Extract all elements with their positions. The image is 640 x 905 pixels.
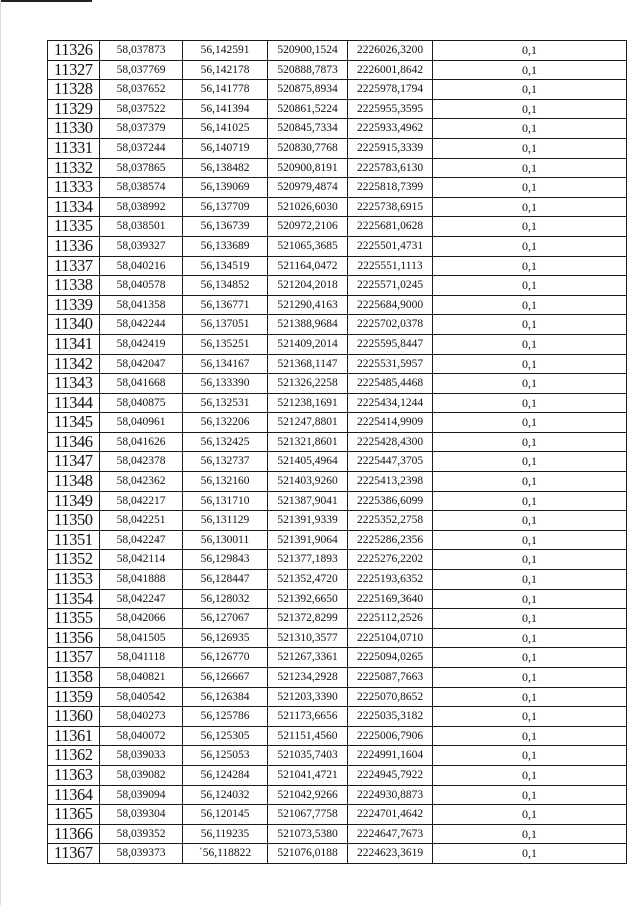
table-row bbox=[48, 648, 627, 668]
y-coordinate-cell: 2225413,2398 bbox=[348, 472, 433, 492]
longitude-cell: 56,126384 bbox=[183, 687, 268, 707]
latitude-cell: 58,042047 bbox=[100, 354, 183, 374]
longitude-cell: 56,125053 bbox=[183, 746, 268, 766]
table-row bbox=[48, 707, 627, 727]
longitude-cell: 56,139069 bbox=[183, 178, 268, 198]
x-coordinate-cell: 521392,6650 bbox=[268, 589, 348, 609]
x-coordinate-cell: 521073,5380 bbox=[268, 824, 348, 844]
table-row bbox=[48, 99, 627, 119]
x-coordinate-cell: 521377,1893 bbox=[268, 550, 348, 570]
accuracy-value-cell: 0,1 bbox=[433, 236, 627, 256]
y-coordinate-cell: 2225428,4300 bbox=[348, 432, 433, 452]
accuracy-value-cell: 0,1 bbox=[433, 570, 627, 590]
table-row bbox=[48, 276, 627, 296]
accuracy-value-cell: 0,1 bbox=[433, 824, 627, 844]
x-coordinate-cell: 521321,8601 bbox=[268, 432, 348, 452]
x-coordinate-cell: 520888,7873 bbox=[268, 60, 348, 80]
accuracy-value-cell: 0,1 bbox=[433, 668, 627, 688]
latitude-cell: 58,041888 bbox=[100, 570, 183, 590]
longitude-cell: 56,134852 bbox=[183, 276, 268, 296]
point-number-cell: 11335 bbox=[48, 217, 100, 237]
y-coordinate-cell: 2225434,1244 bbox=[348, 393, 433, 413]
y-coordinate-cell: 2224623,3619 bbox=[348, 844, 433, 864]
y-coordinate-cell: 2225702,0378 bbox=[348, 315, 433, 335]
table-row bbox=[48, 256, 627, 276]
table-row bbox=[48, 726, 627, 746]
point-number-cell: 11337 bbox=[48, 256, 100, 276]
accuracy-value-cell: 0,1 bbox=[433, 276, 627, 296]
longitude-cell: 56,135251 bbox=[183, 334, 268, 354]
point-number-cell: 11367 bbox=[48, 844, 100, 864]
longitude-cell: 56,142591 bbox=[183, 41, 268, 61]
accuracy-value-cell: 0,1 bbox=[433, 530, 627, 550]
latitude-cell: 58,042251 bbox=[100, 511, 183, 531]
longitude-cell: 56,142178 bbox=[183, 60, 268, 80]
point-number-cell: 11343 bbox=[48, 374, 100, 394]
latitude-cell: 58,040542 bbox=[100, 687, 183, 707]
accuracy-value-cell: 0,1 bbox=[433, 41, 627, 61]
accuracy-value-cell: 0,1 bbox=[433, 393, 627, 413]
point-number-cell: 11351 bbox=[48, 530, 100, 550]
accuracy-value-cell: 0,1 bbox=[433, 687, 627, 707]
point-number-cell: 11363 bbox=[48, 765, 100, 785]
accuracy-value-cell: 0,1 bbox=[433, 432, 627, 452]
point-number-cell: 11354 bbox=[48, 589, 100, 609]
x-coordinate-cell: 521173,6656 bbox=[268, 707, 348, 727]
accuracy-value-cell: 0,1 bbox=[433, 295, 627, 315]
point-number-cell: 11356 bbox=[48, 628, 100, 648]
latitude-cell: 58,037865 bbox=[100, 158, 183, 178]
latitude-cell: 58,040072 bbox=[100, 726, 183, 746]
longitude-cell: 56,132737 bbox=[183, 452, 268, 472]
x-coordinate-cell: 521247,8801 bbox=[268, 413, 348, 433]
accuracy-value-cell: 0,1 bbox=[433, 60, 627, 80]
page-edge bbox=[0, 0, 1, 905]
accuracy-value-cell: 0,1 bbox=[433, 374, 627, 394]
table-row bbox=[48, 80, 627, 100]
table-row bbox=[48, 295, 627, 315]
x-coordinate-cell: 521067,7758 bbox=[268, 805, 348, 825]
longitude-cell: 56,132425 bbox=[183, 432, 268, 452]
latitude-cell: 58,040821 bbox=[100, 668, 183, 688]
point-number-cell: 11330 bbox=[48, 119, 100, 139]
accuracy-value-cell: 0,1 bbox=[433, 785, 627, 805]
table-row bbox=[48, 217, 627, 237]
point-number-cell: 11348 bbox=[48, 472, 100, 492]
table-row bbox=[48, 334, 627, 354]
latitude-cell: 58,039082 bbox=[100, 765, 183, 785]
accuracy-value-cell: 0,1 bbox=[433, 452, 627, 472]
y-coordinate-cell: 2225352,2758 bbox=[348, 511, 433, 531]
table-row bbox=[48, 138, 627, 158]
accuracy-value-cell: 0,1 bbox=[433, 844, 627, 864]
y-coordinate-cell: 2225531,5957 bbox=[348, 354, 433, 374]
latitude-cell: 58,039033 bbox=[100, 746, 183, 766]
y-coordinate-cell: 2225681,0628 bbox=[348, 217, 433, 237]
table-row bbox=[48, 158, 627, 178]
accuracy-value-cell: 0,1 bbox=[433, 217, 627, 237]
longitude-cell: 56,136739 bbox=[183, 217, 268, 237]
accuracy-value-cell: 0,1 bbox=[433, 511, 627, 531]
table-row bbox=[48, 393, 627, 413]
table-row bbox=[48, 119, 627, 139]
y-coordinate-cell: 2225501,4731 bbox=[348, 236, 433, 256]
point-number-cell: 11334 bbox=[48, 197, 100, 217]
y-coordinate-cell: 2226001,8642 bbox=[348, 60, 433, 80]
point-number-cell: 11346 bbox=[48, 432, 100, 452]
point-number-cell: 11350 bbox=[48, 511, 100, 531]
x-coordinate-cell: 521405,4964 bbox=[268, 452, 348, 472]
x-coordinate-cell: 521065,3685 bbox=[268, 236, 348, 256]
latitude-cell: 58,038992 bbox=[100, 197, 183, 217]
y-coordinate-cell: 2226026,3200 bbox=[348, 41, 433, 61]
accuracy-value-cell: 0,1 bbox=[433, 726, 627, 746]
x-coordinate-cell: 521204,2018 bbox=[268, 276, 348, 296]
table-row bbox=[48, 824, 627, 844]
x-coordinate-cell: 520875,8934 bbox=[268, 80, 348, 100]
longitude-cell: `56,118822 bbox=[183, 844, 268, 864]
latitude-cell: 58,039327 bbox=[100, 236, 183, 256]
accuracy-value-cell: 0,1 bbox=[433, 765, 627, 785]
longitude-cell: 56,136771 bbox=[183, 295, 268, 315]
longitude-cell: 56,137051 bbox=[183, 315, 268, 335]
x-coordinate-cell: 521391,9339 bbox=[268, 511, 348, 531]
longitude-cell: 56,127067 bbox=[183, 609, 268, 629]
x-coordinate-cell: 521267,3361 bbox=[268, 648, 348, 668]
point-number-cell: 11361 bbox=[48, 726, 100, 746]
x-coordinate-cell: 521076,0188 bbox=[268, 844, 348, 864]
y-coordinate-cell: 2224991,1604 bbox=[348, 746, 433, 766]
accuracy-value-cell: 0,1 bbox=[433, 80, 627, 100]
point-number-cell: 11338 bbox=[48, 276, 100, 296]
y-coordinate-cell: 2225818,7399 bbox=[348, 178, 433, 198]
x-coordinate-cell: 520845,7334 bbox=[268, 119, 348, 139]
longitude-cell: 56,138482 bbox=[183, 158, 268, 178]
point-number-cell: 11353 bbox=[48, 570, 100, 590]
table-row bbox=[48, 315, 627, 335]
latitude-cell: 58,041505 bbox=[100, 628, 183, 648]
accuracy-value-cell: 0,1 bbox=[433, 354, 627, 374]
y-coordinate-cell: 2225595,8447 bbox=[348, 334, 433, 354]
longitude-cell: 56,124032 bbox=[183, 785, 268, 805]
latitude-cell: 58,040273 bbox=[100, 707, 183, 727]
accuracy-value-cell: 0,1 bbox=[433, 334, 627, 354]
latitude-cell: 58,038574 bbox=[100, 178, 183, 198]
latitude-cell: 58,042419 bbox=[100, 334, 183, 354]
latitude-cell: 58,042217 bbox=[100, 491, 183, 511]
coordinates-table bbox=[47, 40, 627, 864]
point-number-cell: 11332 bbox=[48, 158, 100, 178]
longitude-cell: 56,124284 bbox=[183, 765, 268, 785]
y-coordinate-cell: 2224647,7673 bbox=[348, 824, 433, 844]
table-row bbox=[48, 589, 627, 609]
longitude-cell: 56,126667 bbox=[183, 668, 268, 688]
accuracy-value-cell: 0,1 bbox=[433, 628, 627, 648]
longitude-cell: 56,131129 bbox=[183, 511, 268, 531]
latitude-cell: 58,040961 bbox=[100, 413, 183, 433]
table-row bbox=[48, 844, 627, 864]
table-row bbox=[48, 550, 627, 570]
point-number-cell: 11349 bbox=[48, 491, 100, 511]
point-number-cell: 11360 bbox=[48, 707, 100, 727]
latitude-cell: 58,039094 bbox=[100, 785, 183, 805]
table-row bbox=[48, 805, 627, 825]
latitude-cell: 58,037244 bbox=[100, 138, 183, 158]
latitude-cell: 58,042066 bbox=[100, 609, 183, 629]
x-coordinate-cell: 521164,0472 bbox=[268, 256, 348, 276]
point-number-cell: 11357 bbox=[48, 648, 100, 668]
accuracy-value-cell: 0,1 bbox=[433, 707, 627, 727]
point-number-cell: 11328 bbox=[48, 80, 100, 100]
x-coordinate-cell: 521151,4560 bbox=[268, 726, 348, 746]
y-coordinate-cell: 2225112,2526 bbox=[348, 609, 433, 629]
y-coordinate-cell: 2225104,0710 bbox=[348, 628, 433, 648]
table-row bbox=[48, 41, 627, 61]
longitude-cell: 56,132160 bbox=[183, 472, 268, 492]
latitude-cell: 58,041118 bbox=[100, 648, 183, 668]
y-coordinate-cell: 2225783,6130 bbox=[348, 158, 433, 178]
table-row bbox=[48, 609, 627, 629]
table-row bbox=[48, 354, 627, 374]
point-number-cell: 11329 bbox=[48, 99, 100, 119]
y-coordinate-cell: 2225035,3182 bbox=[348, 707, 433, 727]
latitude-cell: 58,040578 bbox=[100, 276, 183, 296]
table-row bbox=[48, 687, 627, 707]
y-coordinate-cell: 2225087,7663 bbox=[348, 668, 433, 688]
accuracy-value-cell: 0,1 bbox=[433, 589, 627, 609]
longitude-cell: 56,129843 bbox=[183, 550, 268, 570]
point-number-cell: 11341 bbox=[48, 334, 100, 354]
y-coordinate-cell: 2225386,6099 bbox=[348, 491, 433, 511]
accuracy-value-cell: 0,1 bbox=[433, 256, 627, 276]
table-row bbox=[48, 60, 627, 80]
x-coordinate-cell: 520900,8191 bbox=[268, 158, 348, 178]
x-coordinate-cell: 521409,2014 bbox=[268, 334, 348, 354]
longitude-cell: 56,141778 bbox=[183, 80, 268, 100]
point-number-cell: 11340 bbox=[48, 315, 100, 335]
x-coordinate-cell: 521326,2258 bbox=[268, 374, 348, 394]
x-coordinate-cell: 520900,1524 bbox=[268, 41, 348, 61]
latitude-cell: 58,041358 bbox=[100, 295, 183, 315]
table-row bbox=[48, 668, 627, 688]
longitude-cell: 56,130011 bbox=[183, 530, 268, 550]
longitude-cell: 56,132206 bbox=[183, 413, 268, 433]
longitude-cell: 56,133689 bbox=[183, 236, 268, 256]
y-coordinate-cell: 2225933,4962 bbox=[348, 119, 433, 139]
point-number-cell: 11336 bbox=[48, 236, 100, 256]
accuracy-value-cell: 0,1 bbox=[433, 648, 627, 668]
latitude-cell: 58,038501 bbox=[100, 217, 183, 237]
y-coordinate-cell: 2225414,9909 bbox=[348, 413, 433, 433]
x-coordinate-cell: 520830,7768 bbox=[268, 138, 348, 158]
accuracy-value-cell: 0,1 bbox=[433, 491, 627, 511]
x-coordinate-cell: 521391,9064 bbox=[268, 530, 348, 550]
x-coordinate-cell: 521035,7403 bbox=[268, 746, 348, 766]
y-coordinate-cell: 2225276,2202 bbox=[348, 550, 433, 570]
y-coordinate-cell: 2225286,2356 bbox=[348, 530, 433, 550]
latitude-cell: 58,042362 bbox=[100, 472, 183, 492]
y-coordinate-cell: 2225070,8652 bbox=[348, 687, 433, 707]
y-coordinate-cell: 2224701,4642 bbox=[348, 805, 433, 825]
longitude-cell: 56,132531 bbox=[183, 393, 268, 413]
latitude-cell: 58,041626 bbox=[100, 432, 183, 452]
table-row bbox=[48, 570, 627, 590]
table-row bbox=[48, 530, 627, 550]
table-row bbox=[48, 785, 627, 805]
longitude-cell: 56,131710 bbox=[183, 491, 268, 511]
latitude-cell: 58,037769 bbox=[100, 60, 183, 80]
longitude-cell: 56,128032 bbox=[183, 589, 268, 609]
point-number-cell: 11355 bbox=[48, 609, 100, 629]
point-number-cell: 11344 bbox=[48, 393, 100, 413]
accuracy-value-cell: 0,1 bbox=[433, 119, 627, 139]
x-coordinate-cell: 521403,9260 bbox=[268, 472, 348, 492]
table-row bbox=[48, 197, 627, 217]
point-number-cell: 11326 bbox=[48, 41, 100, 61]
latitude-cell: 58,039304 bbox=[100, 805, 183, 825]
longitude-cell: 56,125786 bbox=[183, 707, 268, 727]
latitude-cell: 58,037652 bbox=[100, 80, 183, 100]
accuracy-value-cell: 0,1 bbox=[433, 413, 627, 433]
latitude-cell: 58,042114 bbox=[100, 550, 183, 570]
x-coordinate-cell: 520972,2106 bbox=[268, 217, 348, 237]
y-coordinate-cell: 2225571,0245 bbox=[348, 276, 433, 296]
coordinates-table-body bbox=[48, 41, 627, 864]
point-number-cell: 11365 bbox=[48, 805, 100, 825]
table-row bbox=[48, 628, 627, 648]
x-coordinate-cell: 521026,6030 bbox=[268, 197, 348, 217]
point-number-cell: 11359 bbox=[48, 687, 100, 707]
latitude-cell: 58,039373 bbox=[100, 844, 183, 864]
point-number-cell: 11362 bbox=[48, 746, 100, 766]
table-row bbox=[48, 511, 627, 531]
top-rule bbox=[0, 0, 92, 2]
y-coordinate-cell: 2225193,6352 bbox=[348, 570, 433, 590]
latitude-cell: 58,041668 bbox=[100, 374, 183, 394]
y-coordinate-cell: 2225006,7906 bbox=[348, 726, 433, 746]
latitude-cell: 58,040875 bbox=[100, 393, 183, 413]
point-number-cell: 11347 bbox=[48, 452, 100, 472]
y-coordinate-cell: 2225684,9000 bbox=[348, 295, 433, 315]
accuracy-value-cell: 0,1 bbox=[433, 805, 627, 825]
table-row bbox=[48, 178, 627, 198]
accuracy-value-cell: 0,1 bbox=[433, 315, 627, 335]
longitude-cell: 56,126935 bbox=[183, 628, 268, 648]
latitude-cell: 58,042247 bbox=[100, 589, 183, 609]
x-coordinate-cell: 521041,4721 bbox=[268, 765, 348, 785]
latitude-cell: 58,039352 bbox=[100, 824, 183, 844]
x-coordinate-cell: 520861,5224 bbox=[268, 99, 348, 119]
x-coordinate-cell: 520979,4874 bbox=[268, 178, 348, 198]
x-coordinate-cell: 521203,3390 bbox=[268, 687, 348, 707]
x-coordinate-cell: 521368,1147 bbox=[268, 354, 348, 374]
accuracy-value-cell: 0,1 bbox=[433, 472, 627, 492]
y-coordinate-cell: 2224930,8873 bbox=[348, 785, 433, 805]
table-row bbox=[48, 472, 627, 492]
latitude-cell: 58,037873 bbox=[100, 41, 183, 61]
y-coordinate-cell: 2225915,3339 bbox=[348, 138, 433, 158]
longitude-cell: 56,120145 bbox=[183, 805, 268, 825]
x-coordinate-cell: 521352,4720 bbox=[268, 570, 348, 590]
point-number-cell: 11345 bbox=[48, 413, 100, 433]
point-number-cell: 11342 bbox=[48, 354, 100, 374]
longitude-cell: 56,133390 bbox=[183, 374, 268, 394]
longitude-cell: 56,141394 bbox=[183, 99, 268, 119]
accuracy-value-cell: 0,1 bbox=[433, 138, 627, 158]
longitude-cell: 56,134519 bbox=[183, 256, 268, 276]
x-coordinate-cell: 521042,9266 bbox=[268, 785, 348, 805]
table-row bbox=[48, 491, 627, 511]
x-coordinate-cell: 521310,3577 bbox=[268, 628, 348, 648]
point-number-cell: 11333 bbox=[48, 178, 100, 198]
accuracy-value-cell: 0,1 bbox=[433, 178, 627, 198]
longitude-cell: 56,134167 bbox=[183, 354, 268, 374]
x-coordinate-cell: 521388,9684 bbox=[268, 315, 348, 335]
longitude-cell: 56,128447 bbox=[183, 570, 268, 590]
latitude-cell: 58,037522 bbox=[100, 99, 183, 119]
table-row bbox=[48, 374, 627, 394]
point-number-cell: 11331 bbox=[48, 138, 100, 158]
longitude-cell: 56,140719 bbox=[183, 138, 268, 158]
table-row bbox=[48, 413, 627, 433]
y-coordinate-cell: 2225955,3595 bbox=[348, 99, 433, 119]
point-number-cell: 11358 bbox=[48, 668, 100, 688]
accuracy-value-cell: 0,1 bbox=[433, 550, 627, 570]
x-coordinate-cell: 521238,1691 bbox=[268, 393, 348, 413]
accuracy-value-cell: 0,1 bbox=[433, 746, 627, 766]
point-number-cell: 11352 bbox=[48, 550, 100, 570]
latitude-cell: 58,037379 bbox=[100, 119, 183, 139]
table-row bbox=[48, 765, 627, 785]
table-row bbox=[48, 432, 627, 452]
point-number-cell: 11339 bbox=[48, 295, 100, 315]
table-row bbox=[48, 452, 627, 472]
latitude-cell: 58,040216 bbox=[100, 256, 183, 276]
y-coordinate-cell: 2225978,1794 bbox=[348, 80, 433, 100]
x-coordinate-cell: 521234,2928 bbox=[268, 668, 348, 688]
point-number-cell: 11366 bbox=[48, 824, 100, 844]
longitude-cell: 56,137709 bbox=[183, 197, 268, 217]
y-coordinate-cell: 2225447,3705 bbox=[348, 452, 433, 472]
point-number-cell: 11327 bbox=[48, 60, 100, 80]
point-number-cell: 11364 bbox=[48, 785, 100, 805]
latitude-cell: 58,042247 bbox=[100, 530, 183, 550]
x-coordinate-cell: 521290,4163 bbox=[268, 295, 348, 315]
y-coordinate-cell: 2225738,6915 bbox=[348, 197, 433, 217]
accuracy-value-cell: 0,1 bbox=[433, 197, 627, 217]
x-coordinate-cell: 521387,9041 bbox=[268, 491, 348, 511]
table-row bbox=[48, 236, 627, 256]
table-row bbox=[48, 746, 627, 766]
y-coordinate-cell: 2225169,3640 bbox=[348, 589, 433, 609]
accuracy-value-cell: 0,1 bbox=[433, 609, 627, 629]
longitude-cell: 56,125305 bbox=[183, 726, 268, 746]
y-coordinate-cell: 2225094,0265 bbox=[348, 648, 433, 668]
latitude-cell: 58,042378 bbox=[100, 452, 183, 472]
latitude-cell: 58,042244 bbox=[100, 315, 183, 335]
y-coordinate-cell: 2225551,1113 bbox=[348, 256, 433, 276]
accuracy-value-cell: 0,1 bbox=[433, 158, 627, 178]
y-coordinate-cell: 2224945,7922 bbox=[348, 765, 433, 785]
longitude-cell: 56,119235 bbox=[183, 824, 268, 844]
accuracy-value-cell: 0,1 bbox=[433, 99, 627, 119]
x-coordinate-cell: 521372,8299 bbox=[268, 609, 348, 629]
longitude-cell: 56,126770 bbox=[183, 648, 268, 668]
y-coordinate-cell: 2225485,4468 bbox=[348, 374, 433, 394]
longitude-cell: 56,141025 bbox=[183, 119, 268, 139]
